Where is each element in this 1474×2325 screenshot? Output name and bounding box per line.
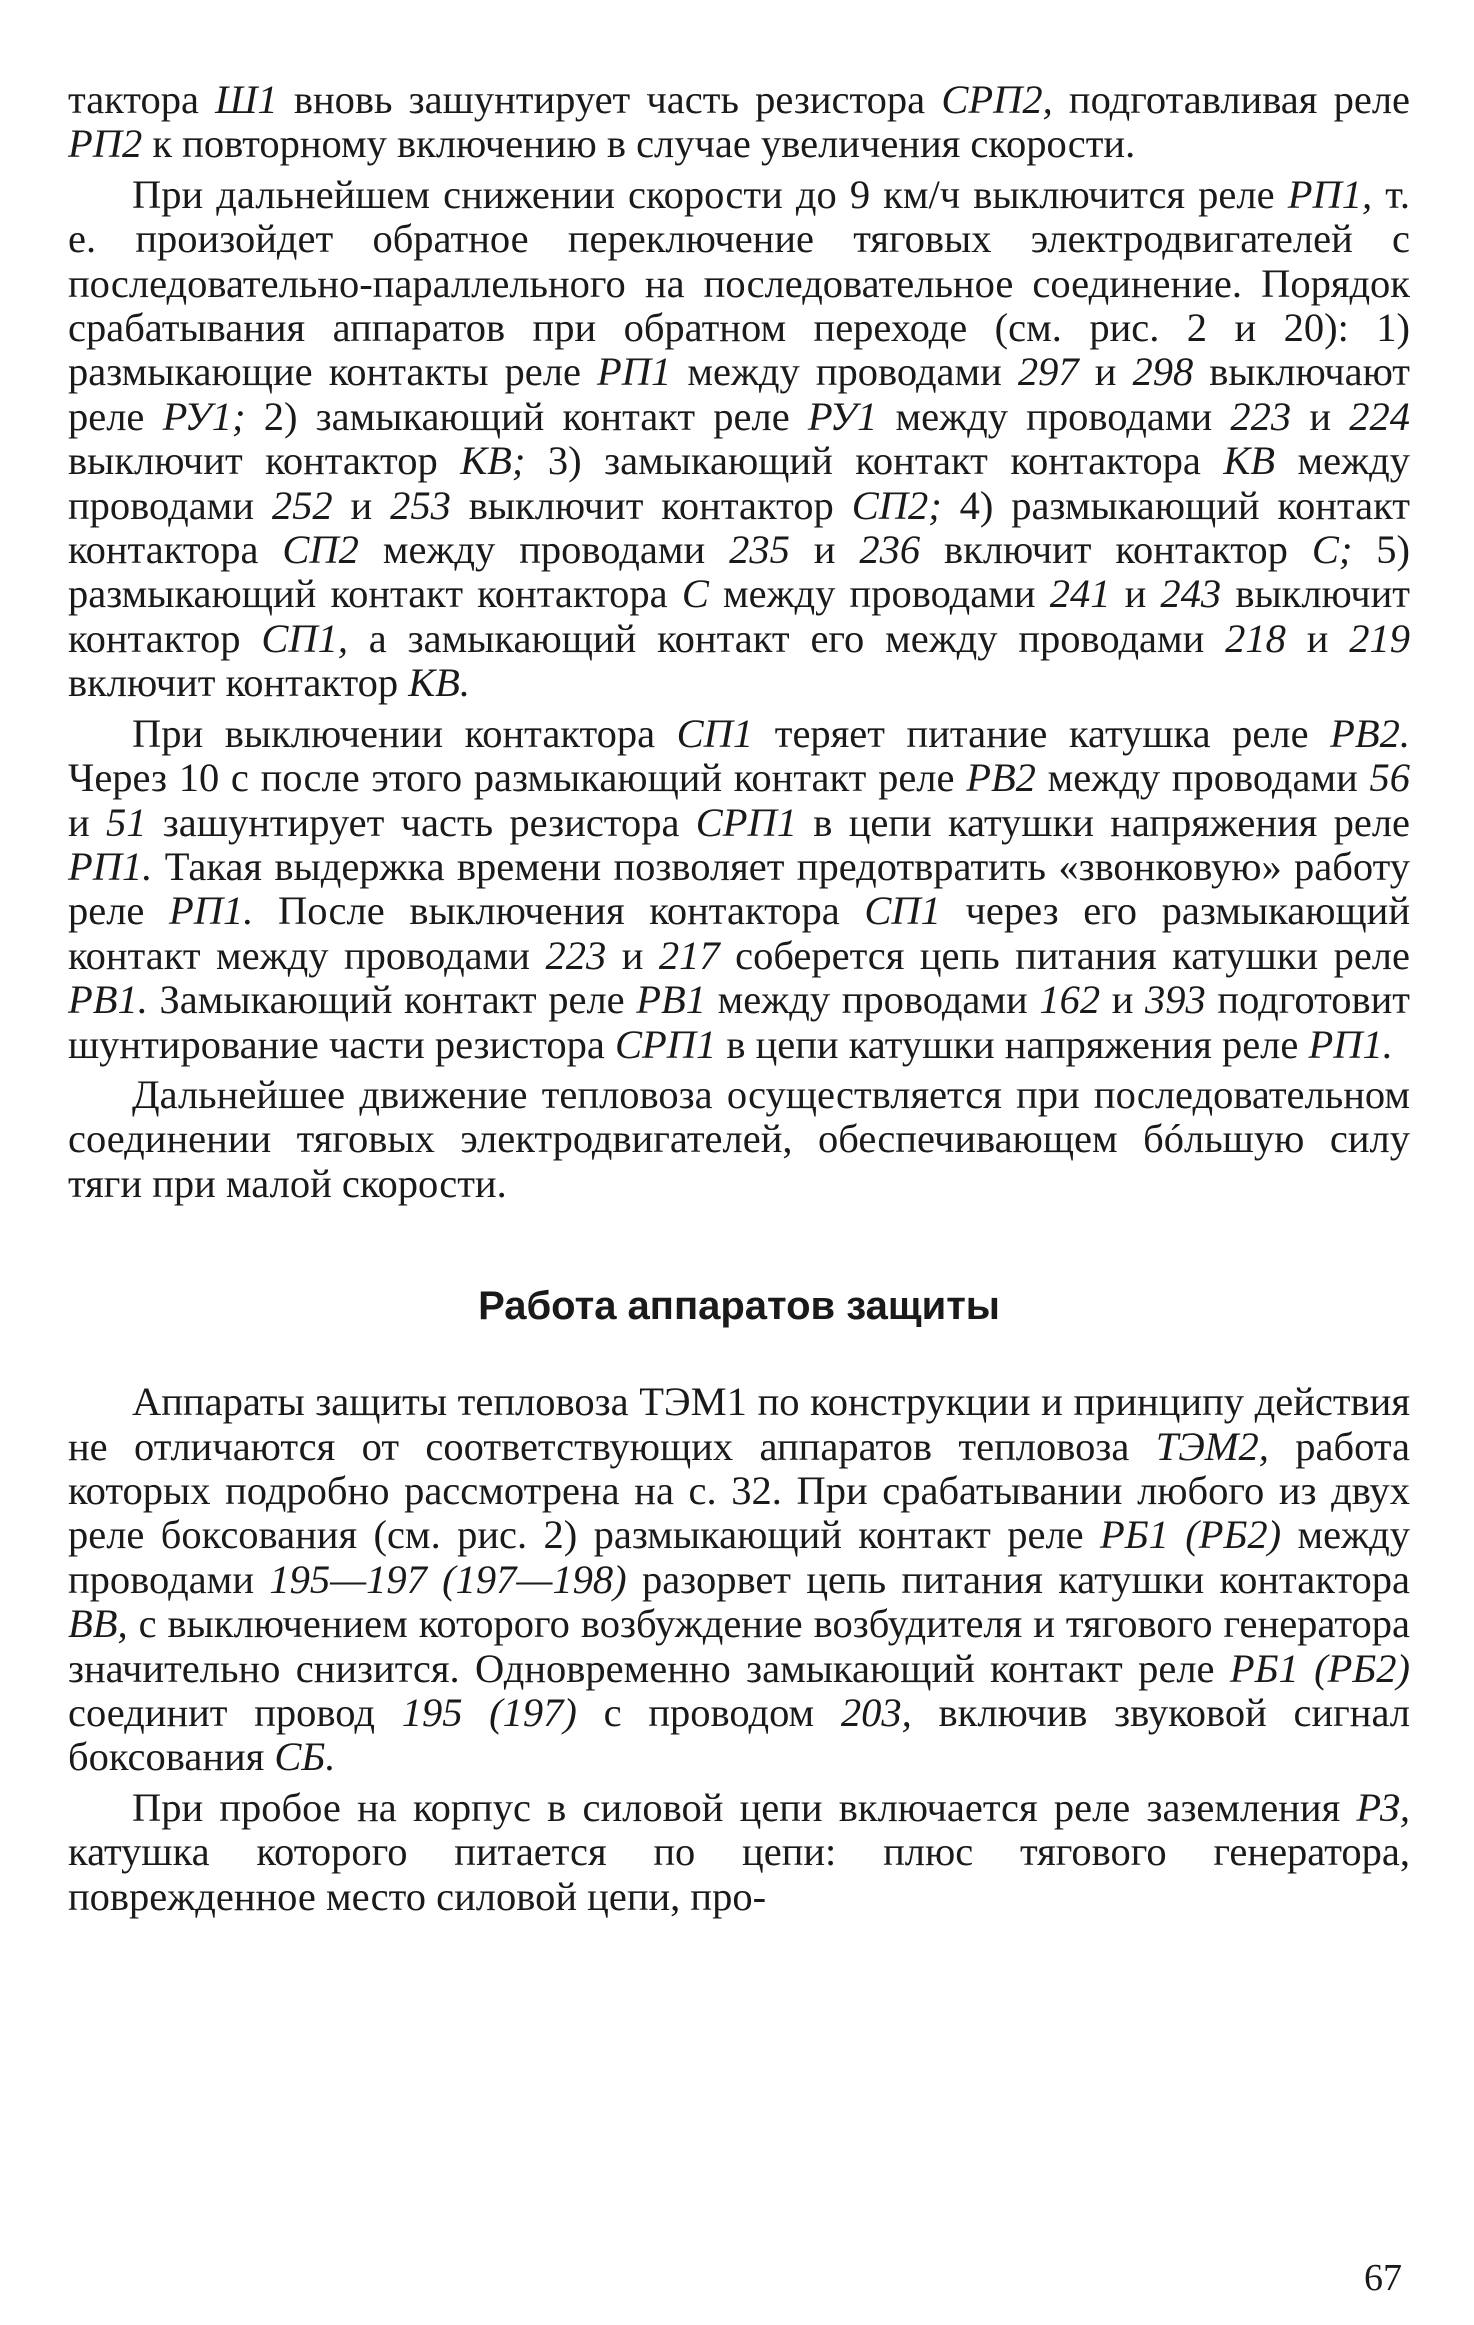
paragraph-further-motion: Дальнейшее движение тепловоза осуществляется при последовательном соединении тяговых электродвигателей, обеспечивающем бóльшую силу тяги при малой скорости. (68, 1071, 1410, 1206)
page-body (68, 78, 1410, 1919)
paragraph-continuation: тактора Ш1 вновь зашунтирует часть резистора СРП2, подготавливая реле РП2 к повторному включению в случае увеличения скорости. (68, 77, 1411, 167)
section-heading: Работа аппаратов защиты (478, 1284, 1000, 1329)
paragraph-reverse-transition: При дальнейшем снижении скорости до 9 км/ч выключится реле РП1, т. е. произойдет обратное переключение тяговых электродвигателей с последовательно-параллельного на последовательное соединение. Порядок срабатывания аппаратов при обратном переходе (см. рис. 2 и 20): 1) размыкающие контакты реле РП1 между проводами 297 и 298 выключают реле РУ1; 2) замыкающий контакт реле РУ1 между проводами 223 и 224 выключит контактор КВ; 3) замыкающий контакт контактора КВ между проводами 252 и 253 выключит контактор СП2; 4) размыкающий контакт контактора СП2 между проводами 235 и 236 включит контактор С; 5) размыкающий контакт контактора С между проводами 241 и 243 выключит контактор СП1, а замыкающий контакт его между проводами 218 и 219 включит контактор КВ. (68, 171, 1410, 706)
paragraph-ground-fault: При пробое на корпус в силовой цепи включается реле заземления РЗ, катушка которого питается по цепи: плюс тягового генератора, поврежденное место силовой цепи, про- (68, 1784, 1410, 1919)
paragraph-contactor-off: При выключении контактора СП1 теряет питание катушка реле РВ2. Через 10 с после этого размыкающий контакт реле РВ2 между проводами 56 и 51 зашунтирует часть резистора СРП1 в цепи катушки напряжения реле РП1. Такая выдержка времени позволяет предотвратить «звонковую» работу реле РП1. После выключения контактора СП1 через его размыкающий контакт между проводами 223 и 217 соберется цепь питания катушки реле РВ1. Замыкающий контакт реле РВ1 между проводами 162 и 393 подготовит шунтирование части резистора СРП1 в цепи катушки напряжения реле РП1. (68, 710, 1411, 1067)
page-number: 67 (1364, 2257, 1402, 2299)
paragraph-protection-devices: Аппараты защиты тепловоза ТЭМ1 по конструкции и принципу действия не отличаются от соответствующих аппаратов тепловоза ТЭМ2, работа которых подробно рассмотрена на с. 32. При срабатывании любого из двух реле боксования (см. рис. 2) размыкающий контакт реле РБ1 (РБ2) между проводами 195—197 (197—198) разорвет цепь питания катушки контактора ВВ, с выключением которого возбуждение возбудителя и тягового генератора значительно снизится. Одновременно замыкающий контакт реле РБ1 (РБ2) соединит провод 195 (197) с проводом 203, включив звуковой сигнал боксования СБ. (68, 1379, 1411, 1780)
